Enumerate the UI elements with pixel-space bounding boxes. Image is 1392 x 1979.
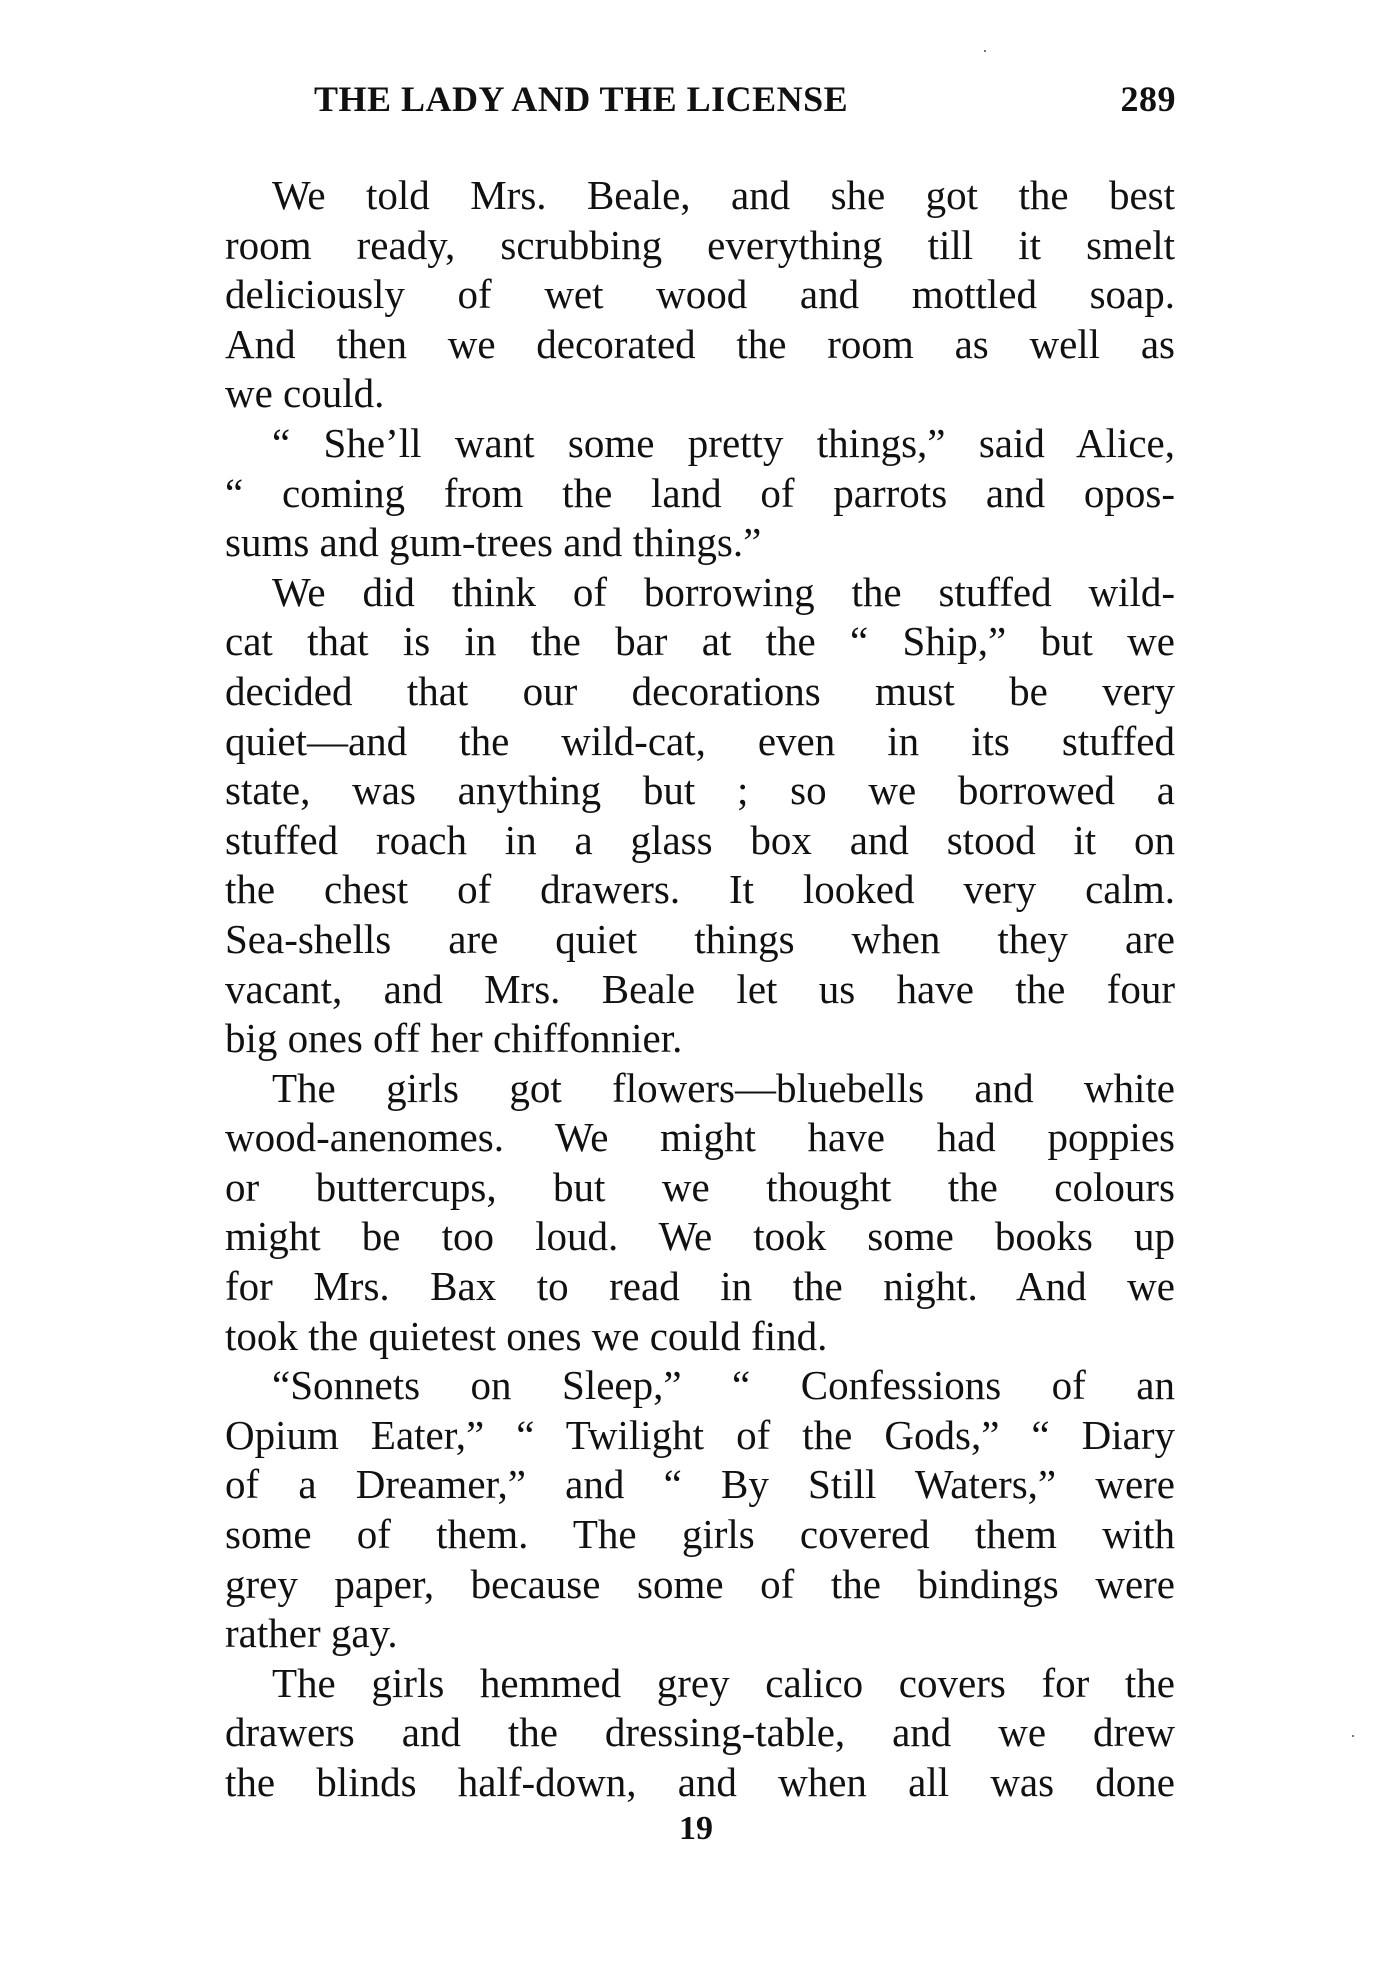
text-line: grey paper, because some of the bindings were xyxy=(225,1560,1175,1607)
scan-speck xyxy=(984,50,986,52)
text-line: decided that our decorations must be very xyxy=(225,667,1175,714)
text-line: cat that is in the bar at the “ Ship,” but we xyxy=(225,618,1175,665)
text-line: We did think of borrowing the stuffed wild- xyxy=(272,568,1175,615)
text-line: of a Dreamer,” and “ By Still Waters,” were xyxy=(225,1461,1175,1508)
text-line: drawers and the dressing-table, and we drew xyxy=(225,1709,1175,1756)
text-line: quiet—and the wild-cat, even in its stuffed xyxy=(225,717,1175,764)
text-line: big ones off her chiffonnier. xyxy=(225,1015,683,1062)
running-header xyxy=(314,78,1176,124)
text-line: the chest of drawers. It looked very calm. xyxy=(225,866,1175,913)
text-line: “Sonnets on Sleep,” “ Confessions of an xyxy=(272,1362,1175,1409)
text-line: we could. xyxy=(225,370,385,417)
text-line: “ coming from the land of parrots and opos- xyxy=(225,469,1175,516)
text-line: room ready, scrubbing everything till it smelt xyxy=(225,221,1175,268)
text-line: We told Mrs. Beale, and she got the best xyxy=(272,172,1175,218)
text-line: took the quietest ones we could find. xyxy=(225,1312,828,1359)
running-title: THE LADY AND THE LICENSE xyxy=(314,79,849,119)
text-line: The girls hemmed grey calico covers for the xyxy=(272,1659,1175,1706)
body-text xyxy=(225,171,1175,1808)
text-line: state, was anything but ; so we borrowed a xyxy=(225,767,1175,814)
scan-speck xyxy=(1352,1735,1354,1737)
text-line: wood-anenomes. We might have had poppies xyxy=(225,1114,1175,1161)
text-line: And then we decorated the room as well as xyxy=(225,320,1175,367)
text-line: or buttercups, but we thought the colours xyxy=(225,1163,1175,1210)
text-line: might be too loud. We took some books up xyxy=(225,1213,1175,1260)
text-line: Opium Eater,” “ Twilight of the Gods,” “ Diary xyxy=(225,1411,1175,1458)
text-line: “ She’ll want some pretty things,” said Alice, xyxy=(272,419,1175,466)
text-line: deliciously of wet wood and mottled soap. xyxy=(225,271,1175,318)
text-line: the blinds half-down, and when all was done xyxy=(225,1759,1175,1805)
signature-mark: 19 xyxy=(679,1810,713,1847)
text-line: Sea-shells are quiet things when they are xyxy=(225,915,1175,962)
text-line: rather gay. xyxy=(225,1610,398,1657)
page-number: 289 xyxy=(1120,79,1176,119)
text-line: stuffed roach in a glass box and stood it on xyxy=(225,816,1175,863)
text-line: sums and gum-trees and things.” xyxy=(225,519,762,566)
text-line: vacant, and Mrs. Beale let us have the four xyxy=(225,965,1175,1012)
text-line: some of them. The girls covered them with xyxy=(225,1511,1175,1558)
text-line: for Mrs. Bax to read in the night. And we xyxy=(225,1263,1175,1310)
text-line: The girls got flowers—bluebells and white xyxy=(272,1064,1175,1111)
